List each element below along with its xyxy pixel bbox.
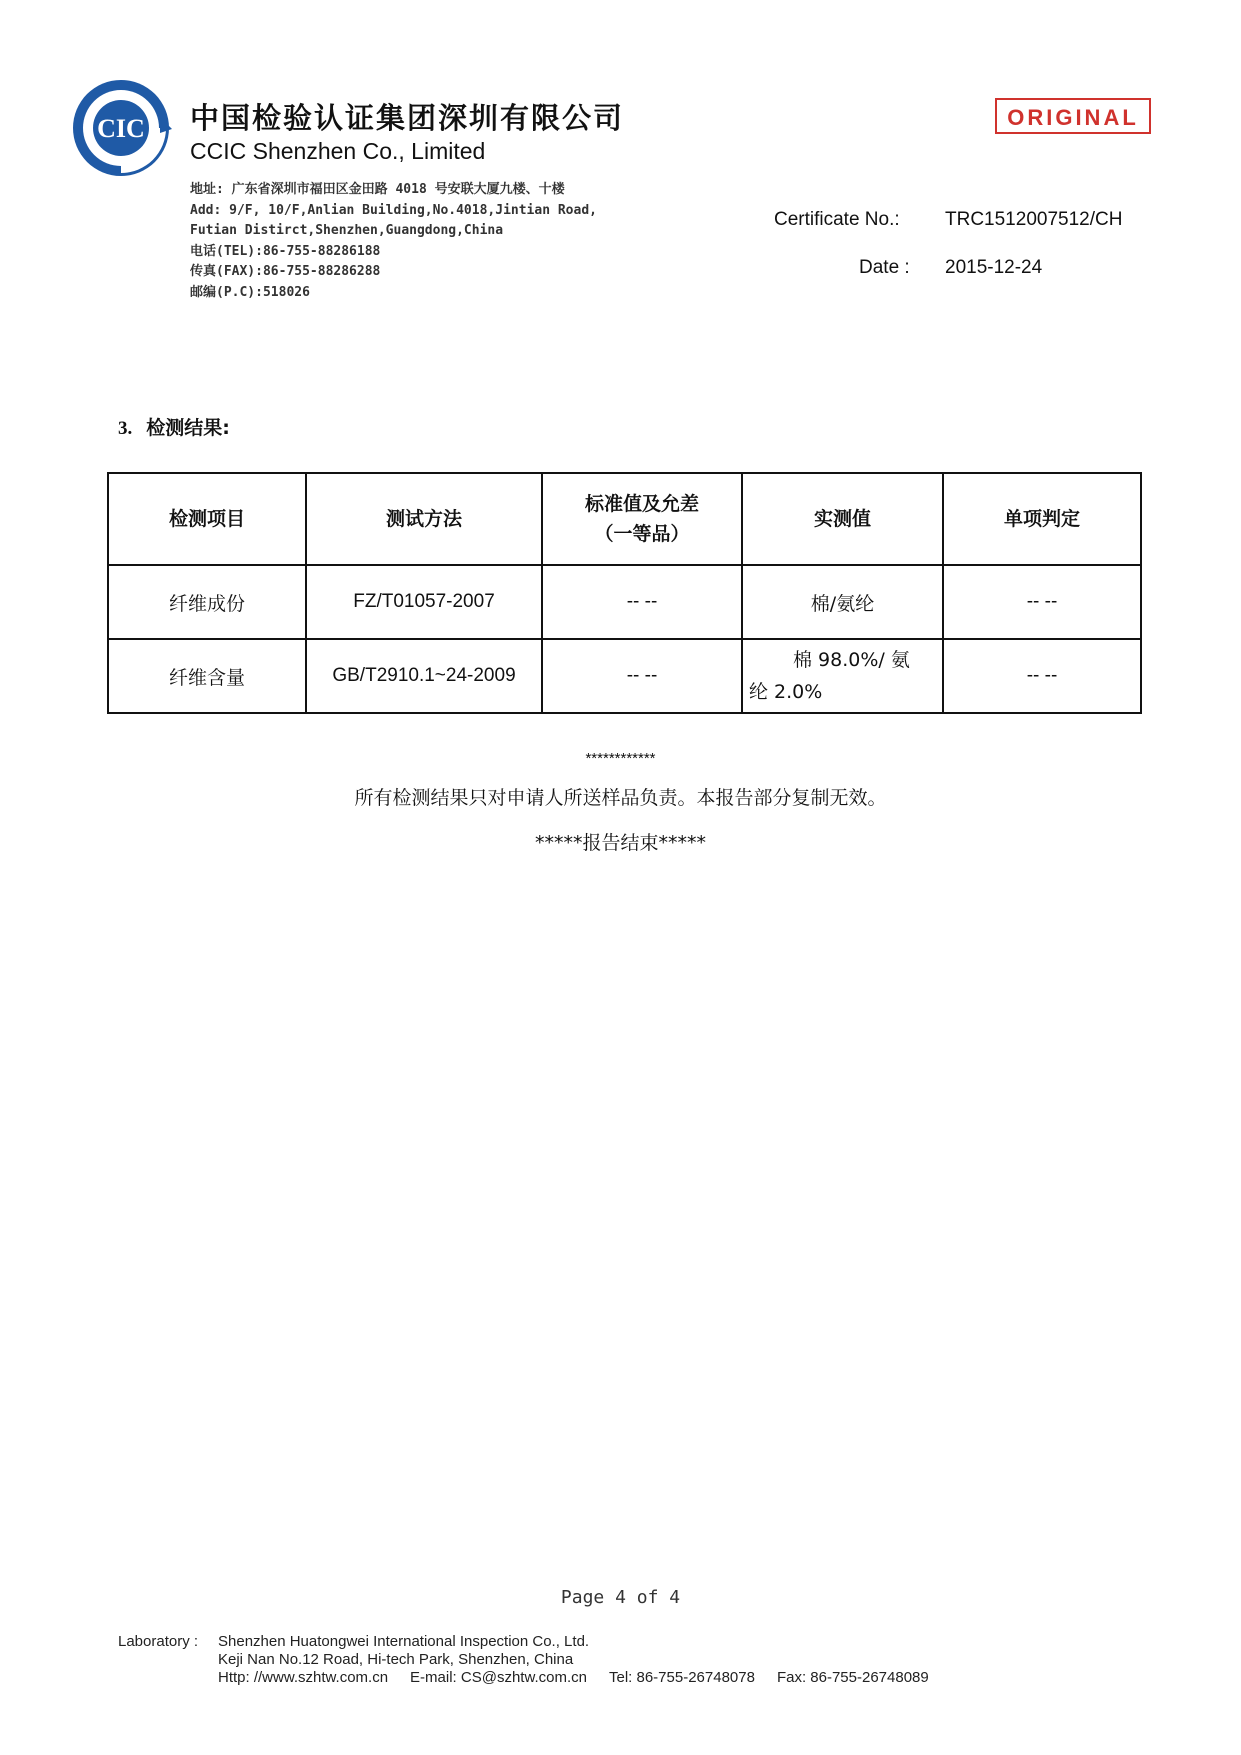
company-name-cn: 中国检验认证集团深圳有限公司: [190, 101, 625, 135]
address-line: 传真(FAX):86-755-88286288: [190, 264, 381, 279]
address-line: Add: 9/F, 10/F,Anlian Building,No.4018,Jintian Road,: [190, 202, 597, 218]
laboratory-address: Keji Nan No.12 Road, Hi-tech Park, Shenzhen, China: [218, 1651, 574, 1668]
section-heading: [118, 413, 230, 440]
cell-judgement: -- --: [943, 565, 1141, 639]
ccic-logo: [68, 75, 174, 181]
address-line: 电话(TEL):86-755-88286188: [190, 243, 381, 259]
company-address: [190, 180, 597, 303]
address-line: Futian Distirct,Shenzhen,Guangdong,China: [190, 223, 504, 238]
header-judgement: 单项判定: [943, 473, 1141, 565]
cell-test-method: GB/T2910.1~24-2009: [306, 639, 542, 713]
header-standard-value: [542, 473, 742, 565]
company-name-en: CCIC Shenzhen Co., Limited: [190, 138, 486, 164]
results-table: [107, 472, 1142, 714]
laboratory-label: Laboratory :: [118, 1633, 199, 1650]
cell-standard-value: -- --: [542, 639, 742, 713]
certificate-label: Certificate No.:: [774, 209, 900, 230]
report-end-marker: *****报告结束*****: [534, 832, 706, 854]
cell-test-item: 纤维成份: [108, 565, 306, 639]
header-standard-line1: 标准值及允差: [584, 493, 699, 515]
laboratory-name: Shenzhen Huatongwei International Inspection Co., Ltd.: [218, 1633, 590, 1650]
separator-stars: ************: [585, 750, 656, 767]
cell-judgement: -- --: [943, 639, 1141, 713]
section-title: 检测结果:: [146, 417, 230, 439]
ccic-logo-icon: [68, 75, 174, 181]
section-number: 3.: [118, 418, 133, 439]
cell-test-method: FZ/T01057-2007: [306, 565, 542, 639]
laboratory-website[interactable]: Http: //www.szhtw.com.cn: [218, 1669, 389, 1686]
logo-text: CIC: [97, 114, 145, 143]
header-test-item: 检测项目: [108, 473, 306, 565]
table-row: [108, 565, 1141, 639]
measured-line1: 棉 98.0%/ 氨: [793, 649, 910, 671]
address-line: 地址: 广东省深圳市福田区金田路 4018 号安联大厦九楼、十楼: [190, 182, 565, 197]
laboratory-contacts: [218, 1669, 929, 1687]
table-row: [108, 639, 1141, 713]
laboratory-email[interactable]: E-mail: CS@szhtw.com.cn: [410, 1669, 587, 1686]
original-stamp: ORIGINAL: [995, 98, 1151, 134]
cell-standard-value: -- --: [542, 565, 742, 639]
table-header-row: [108, 473, 1141, 565]
address-line: 邮编(P.C):518026: [190, 284, 310, 300]
cell-measured-value: [742, 639, 943, 713]
date-label: Date :: [859, 257, 910, 278]
header-measured-value: 实测值: [742, 473, 943, 565]
measured-line2: 纶 2.0%: [749, 681, 823, 703]
laboratory-tel: Tel: 86-755-26748078: [608, 1669, 755, 1686]
cell-test-item: 纤维含量: [108, 639, 306, 713]
header-standard-line2: （一等品）: [594, 523, 690, 545]
disclaimer-text: 所有检测结果只对申请人所送样品负责。本报告部分复制无效。: [354, 787, 887, 809]
date-value: 2015-12-24: [945, 257, 1043, 278]
header-test-method: 测试方法: [306, 473, 542, 565]
laboratory-fax: Fax: 86-755-26748089: [776, 1669, 929, 1686]
page-number: Page 4 of 4: [560, 1587, 681, 1608]
certificate-number: TRC1512007512/CH: [945, 209, 1123, 230]
cell-measured-value: 棉/氨纶: [742, 565, 943, 639]
